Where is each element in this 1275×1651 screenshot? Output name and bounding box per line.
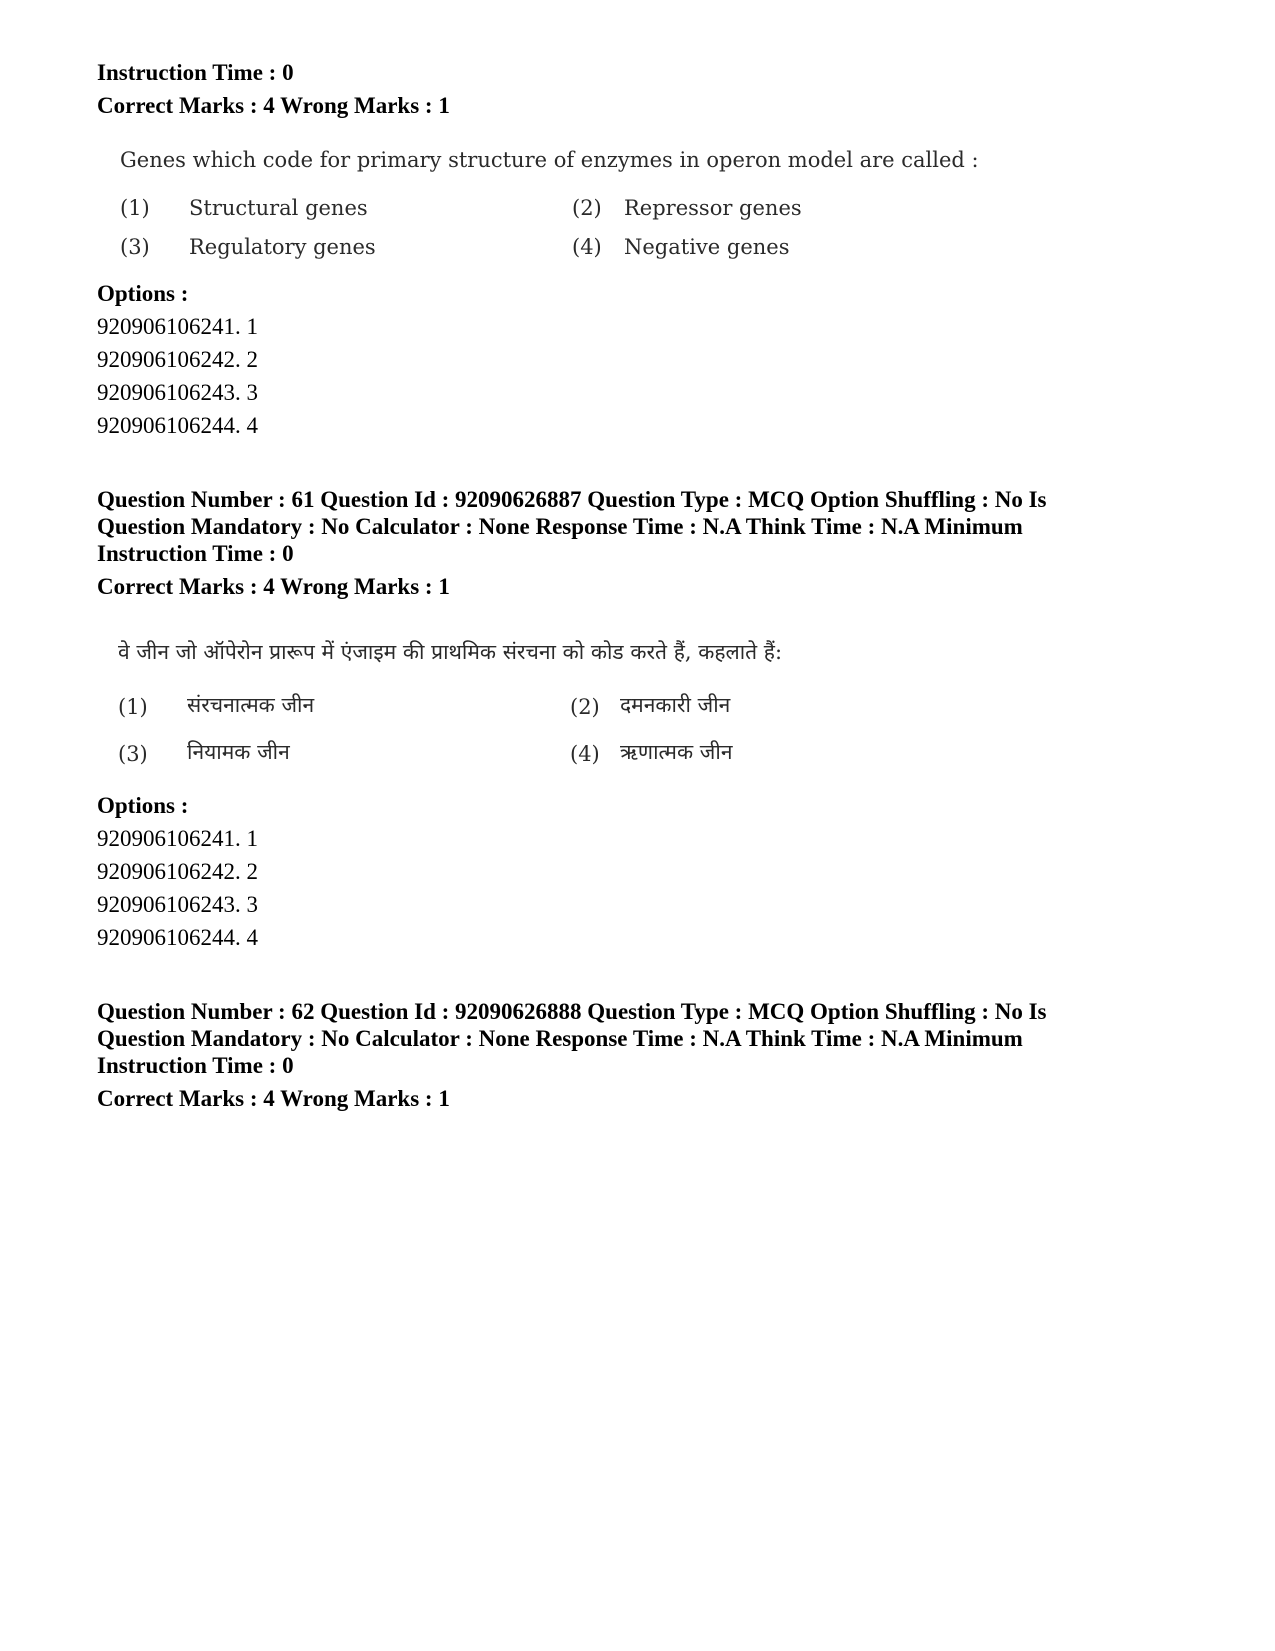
choice-number: (2) [572,196,602,220]
question-header-line: Instruction Time : 0 [97,541,294,566]
choice-text: ऋणात्मक जीन [620,740,733,764]
choice-number: (1) [120,196,150,220]
choice-text: नियामक जीन [187,740,290,764]
question-header-line: Question Number : 62 Question Id : 92090626888 Question Type : MCQ Option Shuffling : No Is [97,999,1047,1024]
choice-number: (3) [120,235,150,259]
option-item: 920906106243. 3 [97,380,258,405]
choice-number: (1) [118,695,148,719]
choice-number: (4) [572,235,602,259]
choice-number: (2) [570,695,600,719]
question-text: Genes which code for primary structure of enzymes in operon model are called : [120,148,979,172]
choice-text: Negative genes [624,235,790,259]
choice-text: Repressor genes [624,196,802,220]
option-item: 920906106244. 4 [97,925,258,950]
choice-number: (4) [570,742,600,766]
options-label: Options : [97,281,189,306]
option-item: 920906106243. 3 [97,892,258,917]
question-header-line: Question Number : 61 Question Id : 92090626887 Question Type : MCQ Option Shuffling : No Is [97,487,1047,512]
option-item: 920906106244. 4 [97,413,258,438]
options-label: Options : [97,793,189,818]
option-item: 920906106242. 2 [97,859,258,884]
question-header-line: Question Mandatory : No Calculator : None Response Time : N.A Think Time : N.A Minimum [97,514,1023,539]
instruction-time: Instruction Time : 0 [97,60,294,85]
marks-line: Correct Marks : 4 Wrong Marks : 1 [97,1086,450,1111]
question-header-line: Instruction Time : 0 [97,1053,294,1078]
question-text: वे जीन जो ऑपेरोन प्रारूप में एंजाइम की प्राथमिक संरचना को कोड करते हैं, कहलाते हैं: [118,640,783,664]
marks-line: Correct Marks : 4 Wrong Marks : 1 [97,574,450,599]
marks-line: Correct Marks : 4 Wrong Marks : 1 [97,93,450,118]
choice-text: संरचनात्मक जीन [187,693,315,717]
question-header-line: Question Mandatory : No Calculator : None Response Time : N.A Think Time : N.A Minimum [97,1026,1023,1051]
choice-text: Structural genes [189,196,368,220]
option-item: 920906106241. 1 [97,314,258,339]
option-item: 920906106242. 2 [97,347,258,372]
option-item: 920906106241. 1 [97,826,258,851]
choice-text: दमनकारी जीन [620,693,731,717]
choice-text: Regulatory genes [189,235,376,259]
choice-number: (3) [118,742,148,766]
